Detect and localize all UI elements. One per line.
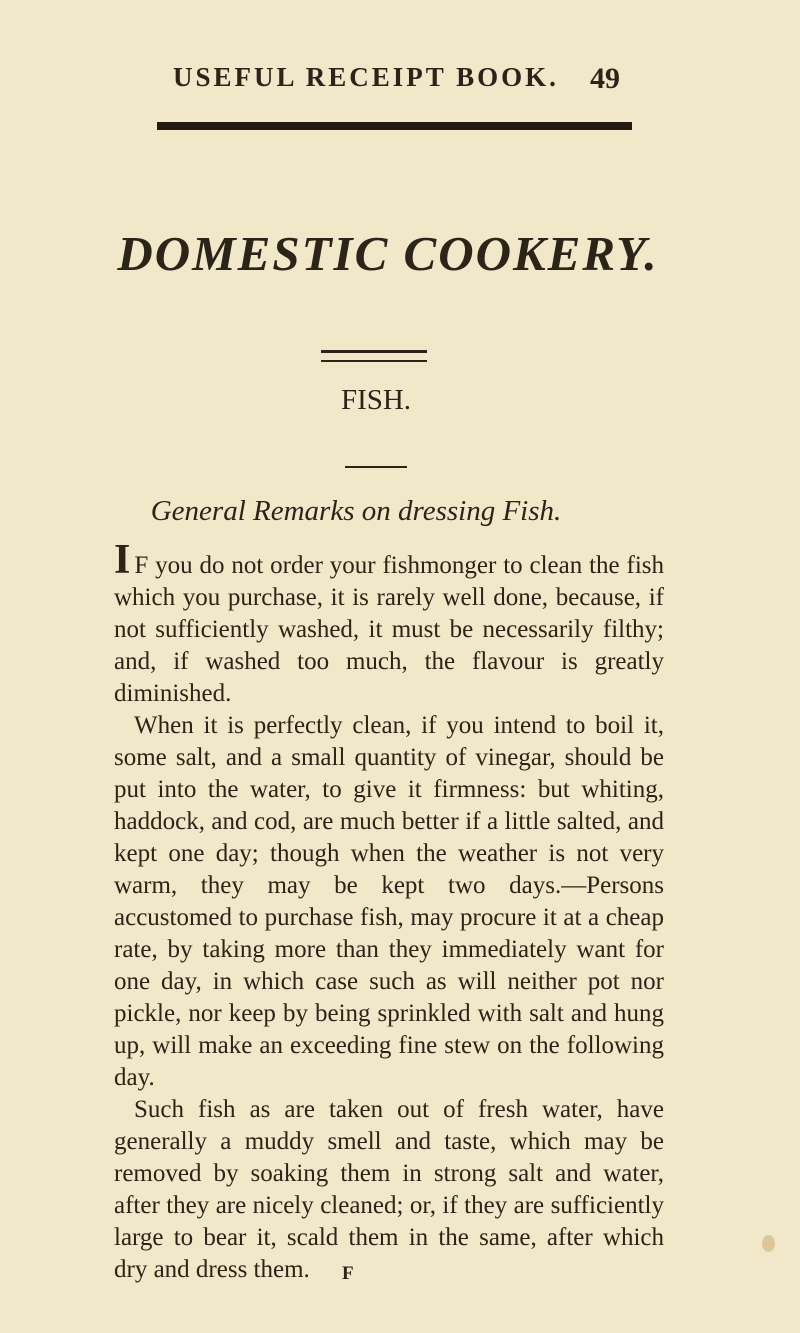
chapter-title: DOMESTIC COOKERY.: [117, 226, 659, 281]
title-rule: [321, 350, 427, 362]
paper-stain: [762, 1235, 775, 1252]
page-number: 49: [590, 62, 620, 95]
signature-mark: F: [342, 1263, 354, 1284]
small-caps-letter: F: [134, 552, 149, 579]
paragraph-1: [114, 537, 664, 710]
page-header: [0, 62, 800, 102]
paragraph-2: When it is perfectly clean, if you intend to boil it, some salt, and a small quantity of vinegar, should be put into the water, to give it firmness: but whiting, haddock, and cod, are much better if a little salted, and kept one day; though when the weather is not very warm, they may be kept two days.—Persons accustomed to purchase fish, may procure it at a cheap rate, by taking more than they immediately want for one day, in which case such as will neither pot nor pickle, nor keep by being sprinkled with salt and hung up, will make an exceeding fine stew on the following day.: [114, 712, 664, 1091]
body-text: [114, 537, 664, 1286]
paragraph-3: Such fish as are taken out of fresh water, have generally a muddy smell and taste, which may be removed by soaking them in strong salt and water, after they are nicely cleaned; or, if they are sufficiently large to bear it, scald them in the same, after which dry and dress them.: [114, 1096, 664, 1283]
running-head: USEFUL RECEIPT BOOK.: [173, 62, 559, 92]
paragraph-1-text: you do not order your fishmonger to clean the fish which you purchase, it is rarely well done, because, if not sufficiently washed, it must be necessarily filthy; and, if washed too much, the flavour is greatly diminished.: [114, 552, 664, 707]
drop-cap: I: [114, 537, 131, 583]
header-rule: [157, 122, 632, 130]
section-heading: FISH.: [340, 384, 412, 416]
section-rule: [345, 466, 407, 468]
section-subtitle: General Remarks on dressing Fish.: [150, 495, 562, 527]
